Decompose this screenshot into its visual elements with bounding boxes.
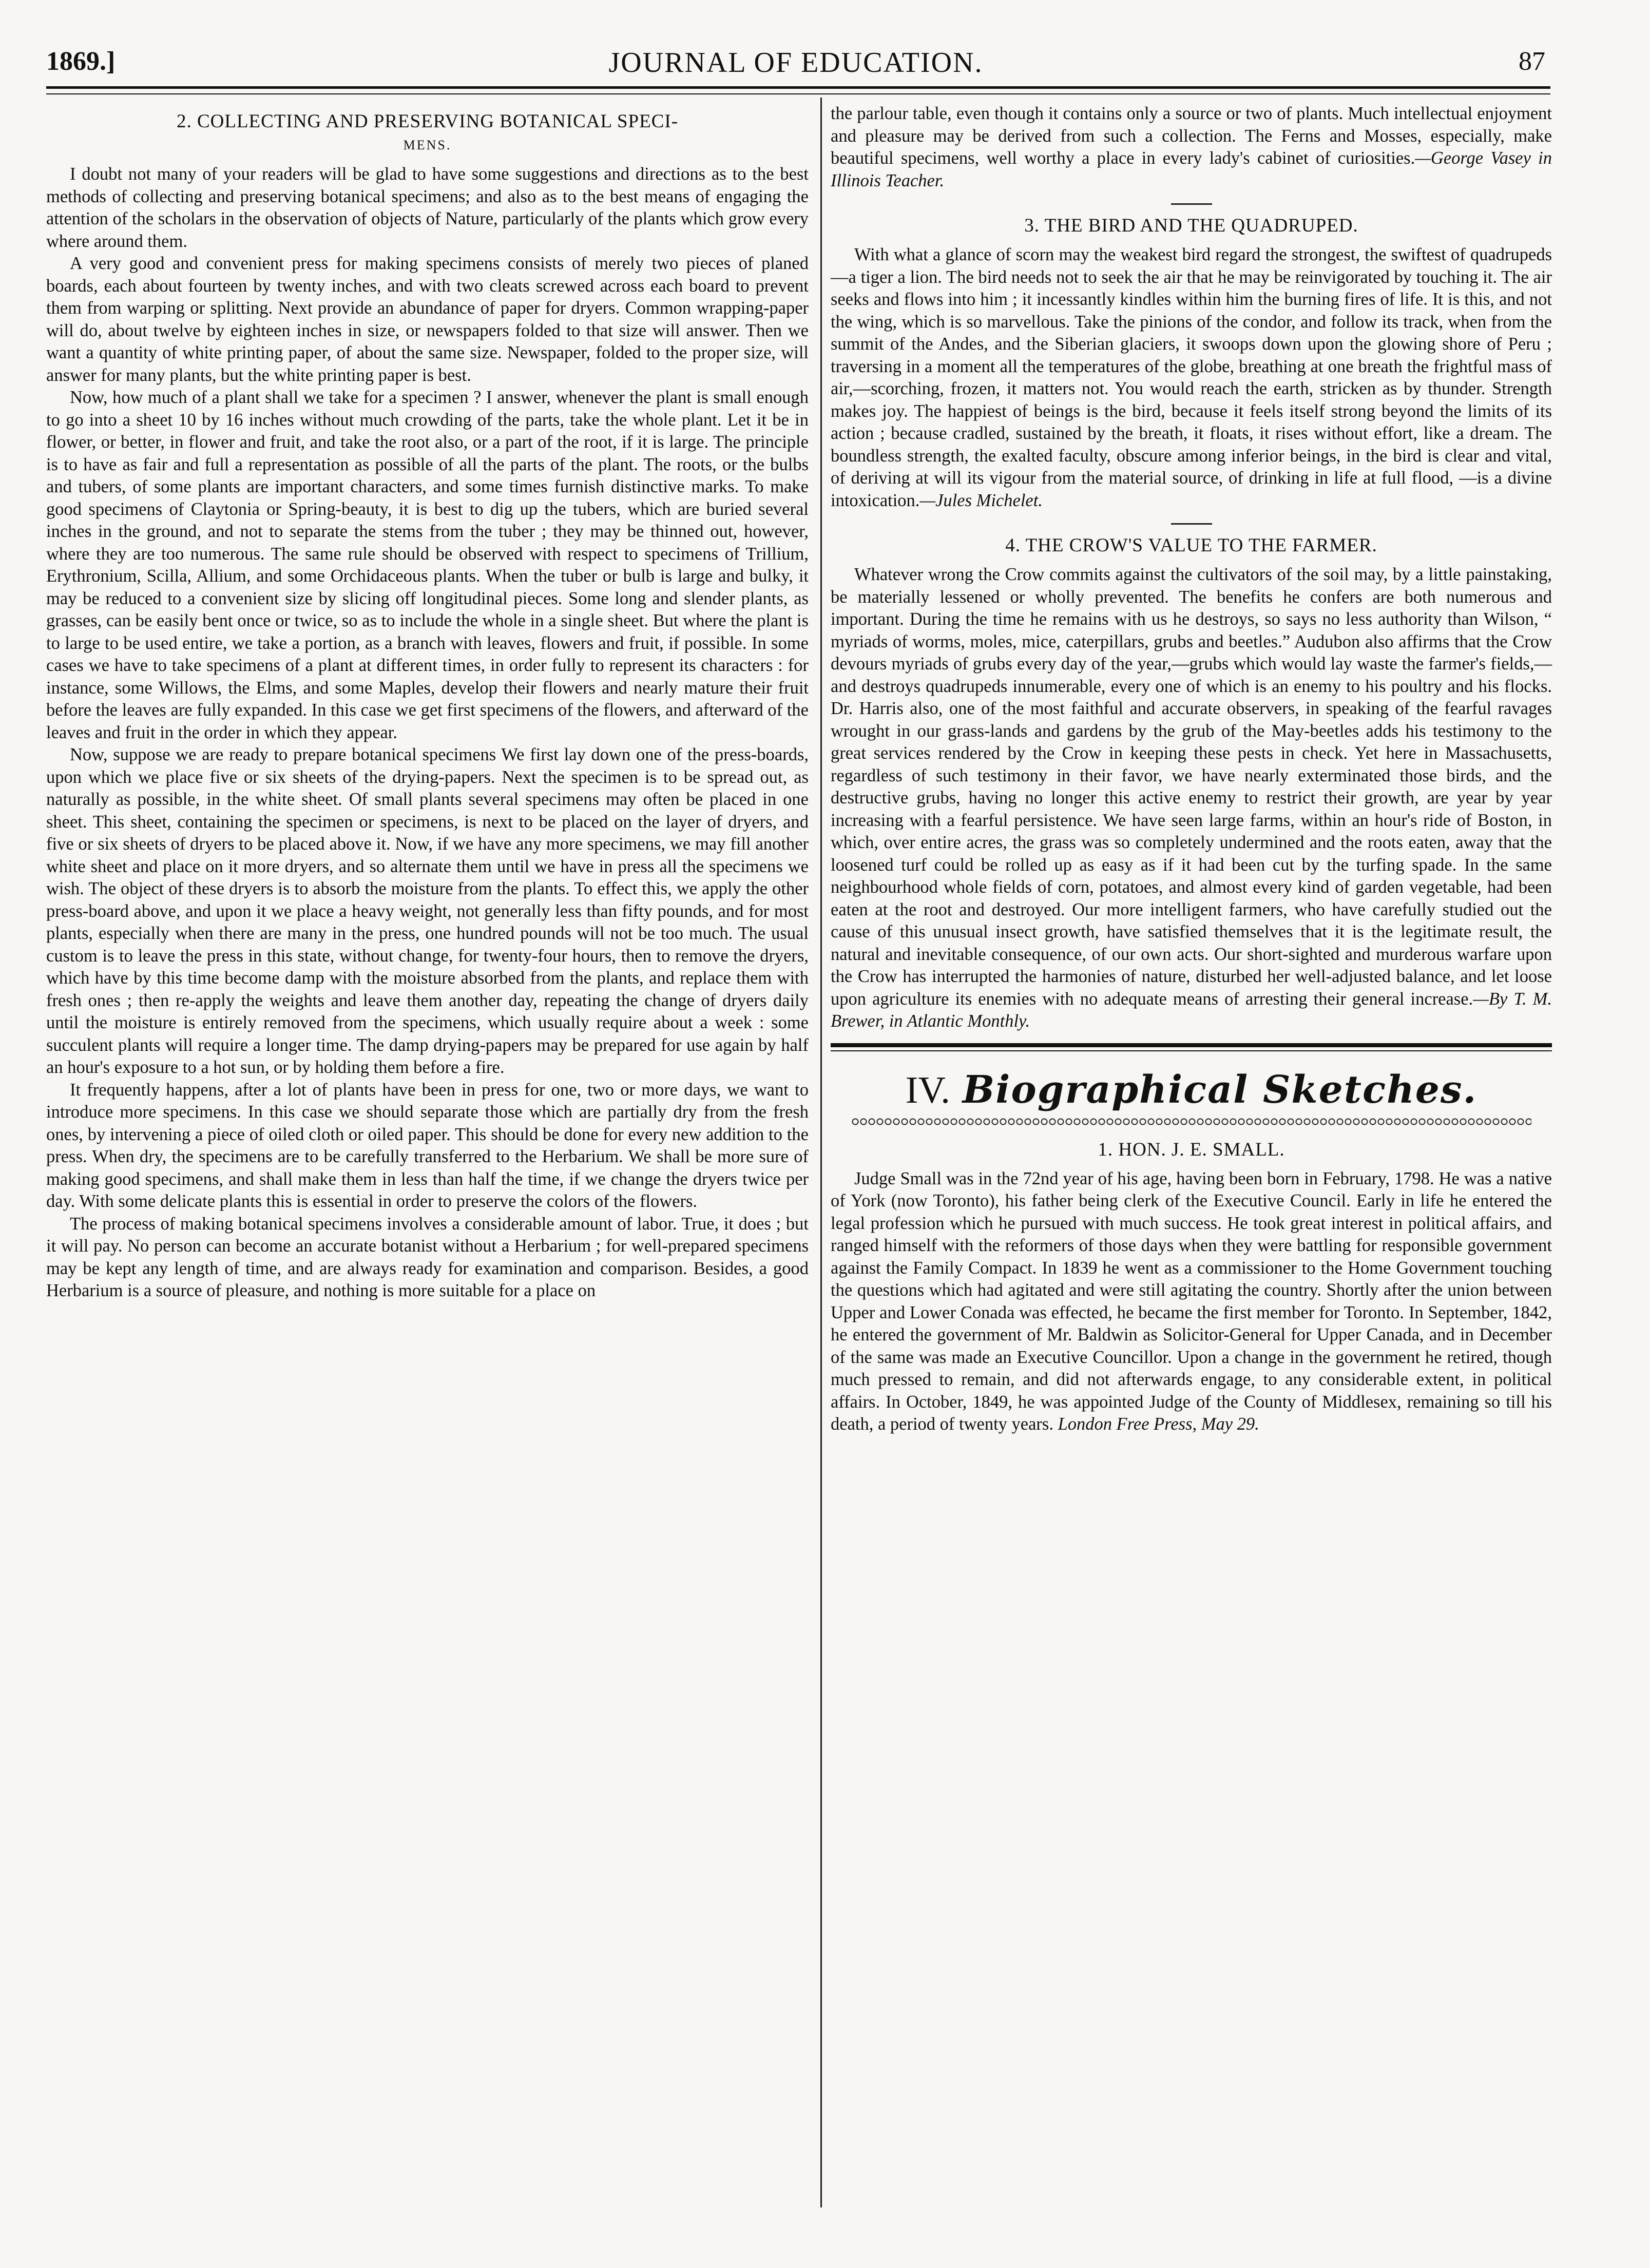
ornamental-rule [851,1118,1531,1126]
bio-1-paragraph [831,1168,1552,1436]
paragraph: Now, how much of a plant shall we take for a specimen ? I answer, whenever the plant is small enough to go into a sheet 10 by 16 inches without much crowding of the parts, take the whole plant. Let it be in flower, or better, in flower and fruit, and take the root also, or a part of the root, if it is large. The principle is to have as fair and full a representation as possible of all the parts of the plant. The roots, or the bulbs and tubers, of some plants are important characters, and some times furnish distinctive marks. To make good specimens of Claytonia or Spring-beauty, it is best to dig up the tubers, which are buried several inches in the ground, and not to separate the stems from the tuber ; they may be thinned out, however, where they are too numerous. The same rule should be observed with respect to specimens of Trillium, Erythronium, Scilla, Allium, and some Orchidaceous plants. When the tuber or bulb is large and bulky, it may be reduced to a convenient size by slicing off longitudinal pieces. Some long and slender plants, as grasses, can be easily bent once or twice, so as to include the whole in a single sheet. But where the plant is to large to be used entire, we take a portion, as a branch with leaves, flowers and fruit, if possible. In some cases we have to take specimens of a plant at different times, in order fully to represent its characters : for instance, some Willows, the Elms, and some Maples, develop their flowers and nearly mature their fruit before the leaves are fully expanded. In this case we get first specimens of the flowers, and afterward of the leaves and fruit in the order in which they appear. [46,388,809,742]
chapter-heading [831,1067,1552,1113]
chapter-rule-thin [831,1050,1552,1051]
column-divider [820,98,822,2207]
journal-title: JOURNAL OF EDUCATION. [608,47,983,79]
right-column [831,103,1552,1436]
continuation-citation: —George Vasey in Illinois Teacher. [831,148,1552,190]
section-4-title: 4. THE CROW'S VALUE TO THE FARMER. [1005,535,1377,556]
section-2-title-line1: 2. COLLECTING AND PRESERVING BOTANICAL SPECI- [176,111,679,132]
continuation-text: the parlour table, even though it contains only a source or two of plants. Much intellectual enjoyment and pleasure may be derived from such a collection. The Ferns and Mosses, especially, make beautiful specimens, well worthy a place in every lady's cabinet of curiosities. [831,104,1552,168]
continuation-paragraph [831,103,1552,192]
page-number: 87 [1519,47,1545,76]
section-4-paragraph [831,564,1552,1033]
paragraph: It frequently happens, after a lot of plants have been in press for one, two or more days, we want to introduce more specimens. In this case we should separate those which are partially dry from the fresh ones, by intervening a piece of oiled cloth or oiled paper. This should be done for every new addition to the press. When dry, the specimens are to be carefully transferred to the Herbarium. We shall be more sure of making good specimens, and shall make them in less than half the time, if we change the dryers twice per day. With some delicate plants this is essential in order to preserve the colors of the flowers. [46,1080,809,1211]
section-separator [1171,523,1212,525]
header-rule-thick [46,86,1550,89]
paragraph: The process of making botanical specimens involves a considerable amount of labor. True, it does ; but it will pay. No person can become an accurate botanist without a Herbarium ; for well-prepared specimens may be kept any length of time, and are always ready for examination and comparison. Besides, a good Herbarium is a source of pleasure, and nothing is more suitable for a place on [46,1214,809,1300]
paragraph: I doubt not many of your readers will be glad to have some suggestions and directions as to the best methods of collecting and preserving botanical specimens; and also as to the best means of engaging the attention of the scholars in the observation of objects of Nature, particularly of the plants which grow every where around them. [46,164,809,251]
section-2-title [46,110,809,157]
bio-1-title: 1. HON. J. E. SMALL. [1098,1139,1285,1160]
bio-1-citation: London Free Press, May 29. [1058,1414,1259,1434]
issue-year: 1869.] [46,47,116,76]
paragraph: Now, suppose we are ready to prepare botanical specimens We first lay down one of the press-boards, upon which we place five or six sheets of the drying-papers. Next the specimen is to be spread out, as naturally as possible, in the white sheet. Of small plants several specimens may often be placed in one sheet. This sheet, containing the specimen or specimens, is next to be placed on the layer of dryers, and five or six sheets of dryers to be placed above it. Now, if we have any more specimens, we may fill another white sheet and place on it more dryers, and so alternate them until we have in press all the specimens we wish. The object of these dryers is to absorb the moisture from the plants. To effect this, we apply the other press-board above, and upon it we place a heavy weight, not generally less than fifty pounds, and for most plants, especially when there are many in the press, one hundred pounds will not be too much. The usual custom is to leave the press in this state, without change, for twenty-four hours, then to remove the dryers, which have by this time become damp with the moisture absorbed from the plants, and replace them with fresh ones ; then re-apply the weights and leave them another day, repeating the change of dryers daily until the moisture is entirely removed from the specimens, which usually require about a week : some succulent plants will require a longer time. The damp drying-papers may be prepared for use again by half an hour's exposure to a hot sun, or by holding them before a fire. [46,745,809,1077]
chapter-title: Biographical Sketches. [962,1067,1478,1112]
section-4-text: Whatever wrong the Crow commits against the cultivators of the soil may, by a little painstaking, be materially lessened or wholly prevented. The benefits he confers are both numerous and important. During the time he remains with us he destroys, so says no less authority than Wilson, “ myriads of worms, moles, mice, caterpillars, grubs and beetles.” Audubon also affirms that the Crow devours myriads of grubs every day of the year,—grubs which would lay waste the farmer's fields,—and destroys quadrupeds innumerable, every one of which is an enemy to his poultry and his flocks. Dr. Harris also, one of the most faithful and accurate observers, in speaking of the fearful ravages wrought in our grass-lands and gardens by the grub of the May-beetles adds his testimony to the great services rendered by the Crow in keeping these pests in check. Yet here in Massachusetts, regardless of such testimony in their favor, we have nearly exterminated those birds, and the destructive grubs, having no longer this active enemy to restrict their growth, are year by year increasing with a fearful persistence. We have seen large farms, within an hour's ride of Boston, in which, over entire acres, the grass was so completely undermined and the roots eaten, away that the loosened turf could be rolled up as easy as if it had been cut by the turfing spade. In the same neighbourhood whole fields of corn, potatoes, and almost every kind of garden vegetable, had been eaten at the root and destroyed. Our more intelligent farmers, who have carefully studied out the cause of this unusual insect growth, have satisfied themselves that it is the legitimate result, the natural and inevitable consequence, of our own acts. Our short-sighted and murderous warfare upon the Crow has interrupted the harmonies of nature, disturbed her well-adjusted balance, and let loose upon agriculture its enemies with no adequate means of arresting their general increase. [831,565,1552,1009]
section-separator [1171,203,1212,205]
section-3-title: 3. THE BIRD AND THE QUADRUPED. [1024,215,1358,236]
left-column [46,103,809,1302]
chapter-number: IV. [905,1069,950,1111]
section-4-citation: —By T. M. Brewer, in Atlantic Monthly. [831,989,1552,1031]
section-3-citation: —Jules Michelet. [919,490,1043,510]
section-3-text: With what a glance of scorn may the weakest bird regard the strongest, the swiftest of quadrupeds—a tiger a lion. The bird needs not to seek the air that he may be reinvigorated by touching it. The air seeks and flows into him ; it incessantly kindles within him the burning fires of life. It is this, and not the wing, which is so marvellous. Take the pinions of the condor, and follow its track, when from the summit of the Andes, and the Siberian glaciers, it swoops down upon the glowing shore of Peru ; traversing in a moment all the temperatures of the globe, breathing at one breath the frightful mass of air,—scorching, frozen, it matters not. You would reach the earth, stricken as by thunder. Strength makes joy. The happiest of beings is the bird, because it feels itself strong beyond the limits of its action ; because cradled, sustained by the breath, it floats, it rises without effort, like a dream. The boundless strength, the exalted faculty, obscure among inferior beings, in the bird is clear and vital, of deriving at will its vigour from the material source, of drinking in life at full flood, —is a divine intoxication. [831,245,1552,510]
section-2-title-line2: MENS. [403,138,452,152]
header-rule-thin [46,93,1550,94]
page-header [46,46,1545,82]
bio-1-text: Judge Small was in the 72nd year of his age, having been born in February, 1798. He was a native of York (now Toronto), his father being clerk of the Executive Council. Early in life he entered the legal profession which he pursued with much success. He took great interest in political affairs, and ranged himself with the reformers of those days when they were battling for responsible government against the Family Compact. In 1839 he went as a commissioner to the Home Government touching the questions which had agitated and were still agitating the country. Shortly after the union between Upper and Lower Conada was effected, he became the first member for Toronto. In September, 1842, he entered the government of Mr. Baldwin as Solicitor-General for Upper Canada, and in December of the same was made an Executive Councillor. Upon a change in the government he retired, though much pressed to remain, and did not afterwards engage, to any considerable extent, in political affairs. In October, 1849, he was appointed Judge of the County of Middlesex, remaining so till his death, a period of twenty years. [831,1168,1552,1434]
section-3-paragraph [831,244,1552,512]
paragraph: A very good and convenient press for making specimens consists of merely two pieces of planed boards, each about fourteen by twenty inches, and with two cleats screwed across each board to prevent them from warping or splitting. Next provide an abundance of paper for dryers. Common wrapping-paper will do, about twelve by eighteen inches in size, or newspapers folded to that size will answer. Then we want a quantity of white printing paper, of about the same size. Newspaper, folded to the proper size, will answer for many plants, but the white printing paper is best. [46,254,809,385]
chapter-rule-thick [831,1043,1552,1047]
